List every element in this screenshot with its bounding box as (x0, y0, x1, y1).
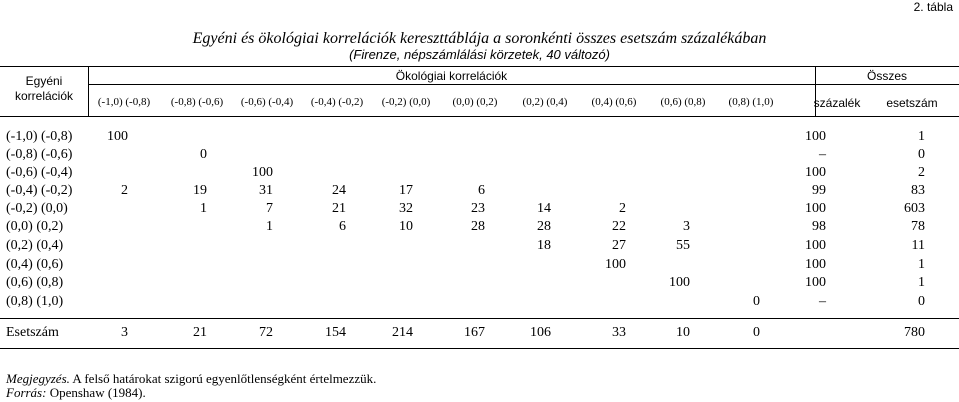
eco-group-header: Ökológiai korrelációk (395, 69, 508, 83)
table-cell: 98 (812, 219, 826, 234)
table-cell: 0 (918, 147, 925, 162)
table-row-label: (-0,6) (-0,4) (6, 165, 73, 180)
table-cell: 214 (392, 325, 413, 340)
table-cell: 27 (612, 238, 626, 253)
table-cell: 18 (537, 238, 551, 253)
table-cell: 100 (805, 257, 826, 272)
row-header: Egyéni korrelációk (14, 74, 74, 103)
table-row-label: (-1,0) (-0,8) (6, 129, 73, 144)
table-cell: 2 (121, 183, 128, 198)
table-number: 2. tábla (913, 0, 953, 14)
table-cell: 1 (266, 219, 273, 234)
table-cell: 603 (904, 201, 925, 216)
table-cell: 1 (918, 275, 925, 290)
table-bottom-rule (0, 348, 959, 349)
table-cell: – (819, 147, 826, 162)
source-label: Forrás: (6, 385, 47, 400)
source-text: Openshaw (1984). (46, 385, 146, 400)
table-row-label: (-0,8) (-0,6) (6, 147, 73, 162)
note-text: A felső határokat szigorú egyenlőtlenségként értelmezzük. (69, 371, 377, 386)
table-row-label: (-0,2) (0,0) (6, 201, 68, 216)
source (6, 385, 146, 401)
table-cell: 6 (339, 219, 346, 234)
table-cell: 24 (332, 183, 346, 198)
table-cell: 0 (753, 294, 760, 309)
table-row-label: (0,2) (0,4) (6, 238, 64, 253)
table-cell: 100 (252, 165, 273, 180)
table-cell: 100 (805, 165, 826, 180)
table-cell: 0 (200, 147, 207, 162)
table-cell: 780 (904, 325, 925, 340)
table-cell: 1 (918, 129, 925, 144)
note-label: Megjegyzés. (6, 371, 70, 386)
table-row-label: (0,8) (1,0) (6, 294, 64, 309)
eco-column-header: (0,0) (0,2) (452, 96, 498, 108)
table-cell: 28 (471, 219, 485, 234)
table-row-label: (0,0) (0,2) (6, 219, 64, 234)
table-cell: 3 (683, 219, 690, 234)
percent-column-header: százalék (813, 96, 861, 110)
table-cell: 100 (605, 257, 626, 272)
table-cell: 167 (464, 325, 485, 340)
table-title: Egyéni és ökológiai korrelációk kereszttáblája a soronkénti összes esetszám százalékában (192, 30, 767, 47)
table-cell: 2 (918, 165, 925, 180)
eco-column-header: (0,8) (1,0) (728, 96, 774, 108)
eco-column-header: (-0,4) (-0,2) (310, 96, 364, 108)
table-cell: 106 (530, 325, 551, 340)
table-cell: 72 (259, 325, 273, 340)
eco-column-header: (0,2) (0,4) (522, 96, 568, 108)
table-cell: 154 (325, 325, 346, 340)
table-cell: 19 (193, 183, 207, 198)
table-cell: 22 (612, 219, 626, 234)
table-cell: 10 (676, 325, 690, 340)
table-subtitle: (Firenze, népszámlálási körzetek, 40 változó) (349, 47, 610, 62)
table-cell: – (819, 294, 826, 309)
header-bottom-rule (0, 116, 959, 117)
table-cell: 83 (911, 183, 925, 198)
eco-column-header: (0,4) (0,6) (591, 96, 637, 108)
table-cell: 32 (399, 201, 413, 216)
table-cell: 55 (676, 238, 690, 253)
table-cell: 31 (259, 183, 273, 198)
eco-column-header: (-0,2) (0,0) (381, 96, 431, 108)
table-cell: 1 (200, 201, 207, 216)
table-cell: 21 (193, 325, 207, 340)
table-cell: 0 (753, 325, 760, 340)
table-cell: 1 (918, 257, 925, 272)
table-cell: 100 (805, 201, 826, 216)
table-cell: 14 (537, 201, 551, 216)
table-cell: 33 (612, 325, 626, 340)
table-cell: 17 (399, 183, 413, 198)
table-cell: 3 (121, 325, 128, 340)
eco-column-header: (-0,6) (-0,4) (240, 96, 294, 108)
eco-column-header: (0,6) (0,8) (660, 96, 706, 108)
table-cell: 78 (911, 219, 925, 234)
table-cell: 28 (537, 219, 551, 234)
table-row-label: (0,4) (0,6) (6, 257, 64, 272)
total-row-top-rule (0, 318, 959, 319)
table-cell: 21 (332, 201, 346, 216)
table-cell: 2 (619, 201, 626, 216)
table-cell: 23 (471, 201, 485, 216)
table-row-label: (-0,4) (-0,2) (6, 183, 73, 198)
eco-group-underline (88, 84, 815, 85)
table-cell: 100 (107, 129, 128, 144)
table-cell: 11 (911, 238, 925, 253)
count-column-header: esetszám (886, 96, 938, 110)
table-cell: 99 (812, 183, 826, 198)
total-row-label: Esetszám (6, 325, 59, 340)
table-cell: 100 (805, 238, 826, 253)
total-group-header: Összes (866, 69, 907, 83)
table-cell: 0 (918, 294, 925, 309)
table-row-label: (0,6) (0,8) (6, 275, 64, 290)
table-cell: 10 (399, 219, 413, 234)
table-cell: 100 (805, 129, 826, 144)
eco-column-header: (-0,8) (-0,6) (170, 96, 224, 108)
table-cell: 100 (805, 275, 826, 290)
total-group-underline (815, 84, 959, 85)
table-cell: 7 (266, 201, 273, 216)
eco-column-header: (-1,0) (-0,8) (97, 96, 151, 108)
table-cell: 6 (478, 183, 485, 198)
table-cell: 100 (669, 275, 690, 290)
